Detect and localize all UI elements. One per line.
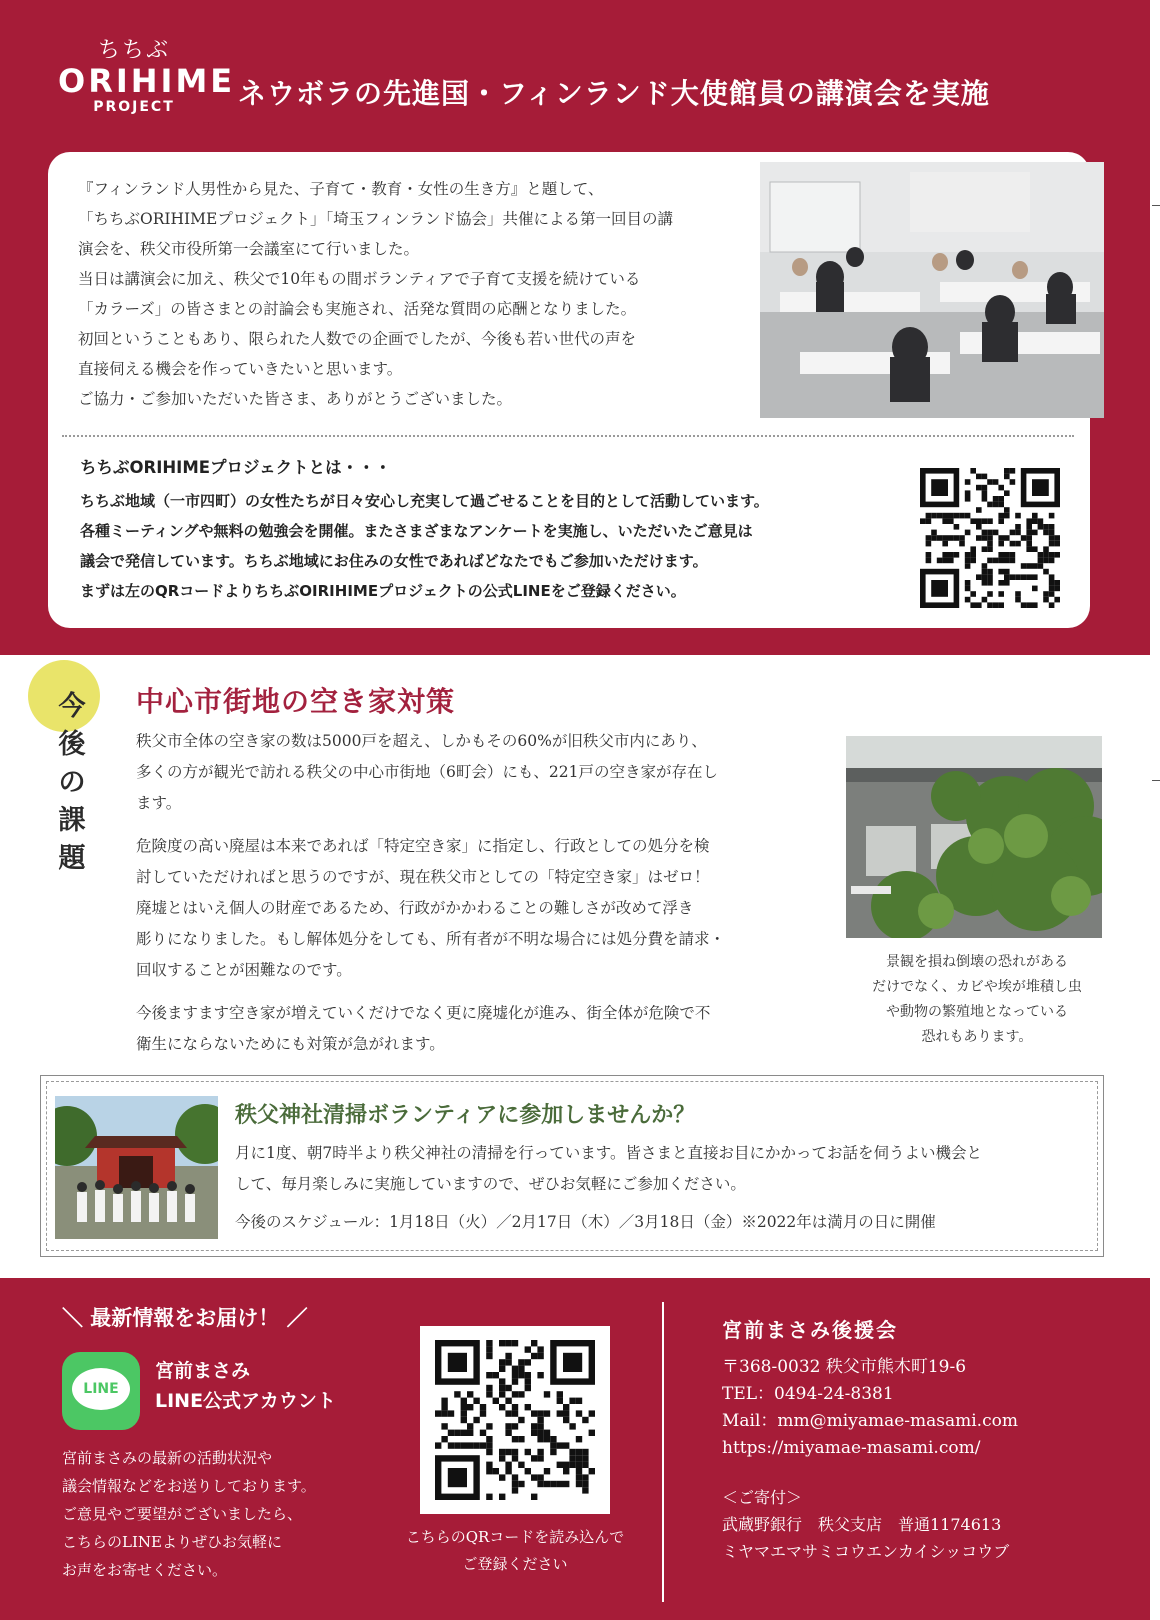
vacancy-line: 今後ますます空き家が増えていくだけでなく更に廃墟化が進み、街全体が危険で不 (136, 1004, 711, 1022)
orihime-logo (58, 38, 236, 128)
lecture-line: 演会を、秩父市役所第一会議室にて行いました。 (78, 240, 420, 258)
qr-code-icon[interactable] (435, 1340, 595, 1500)
vacancy-line: 秩父市全体の空き家の数は5000戸を超え、しかもその60%が旧秩父市内にあり、 (136, 732, 707, 750)
qr-caption-line: ご登録ください (462, 1555, 568, 1573)
line-desc-line: こちらのLINEよりぜひお気軽に (62, 1533, 282, 1551)
email-address[interactable]: Mail：mm@miyamae-masami.com (722, 1411, 1018, 1431)
issue-tag-char: の (58, 767, 86, 798)
lecture-line: 「ちちぶORIHIMEプロジェクト」「埼玉フィンランド協会」共催による第一回目の講 (78, 210, 674, 228)
line-desc-line: 宮前まさみの最新の活動状況や (62, 1449, 273, 1467)
issue-tag-char: 今 (58, 691, 86, 722)
caption-line: だけでなく、カビや埃が堆積し虫 (872, 979, 1082, 995)
caption-line: や動物の繁殖地となっている (886, 1004, 1068, 1020)
line-desc-line: ご意見やご要望がございましたら、 (62, 1505, 303, 1523)
about-line: 議会で発信しています。ちちぶ地域にお住みの女性であればどなたでもご参加いただけます。 (80, 552, 708, 570)
logo-small-text: ちちぶ (97, 38, 170, 63)
issue-tag (52, 688, 92, 878)
qr-caption (368, 1524, 662, 1578)
bank-account: 武蔵野銀行 秩父支店 普通1174613 (722, 1515, 1002, 1534)
vacancy-line: 危険度の高い廃屋は本来であれば「特定空き家」に指定し、行政としての処分を検 (136, 837, 710, 855)
about-line: ちちぶ地域（一市四町）の女性たちが日々安心し充実して過ごせることを目的として活動しています。 (80, 492, 769, 510)
issue-tag-char: 題 (58, 843, 86, 874)
lecture-line: 「カラーズ」の皆さまとの討論会も実施され、活発な質問の応酬となりました。 (78, 300, 637, 318)
lecture-line: 直接伺える機会を作っていきたいと思います。 (78, 360, 403, 378)
top-band (0, 0, 1150, 655)
vacancy-title: 中心市街地の空き家対策 (136, 685, 456, 718)
news-heading: ＼ 最新情報をお届け！ ／ (62, 1306, 308, 1330)
line-account-name (155, 1356, 336, 1416)
vacancy-line: 彫りになりました。もし解体処分をしても、所有者が不明な場合には処分費を請求・ (136, 930, 726, 948)
website-link[interactable]: https://miyamae-masami.com/ (722, 1438, 981, 1458)
lecture-card (48, 152, 1090, 628)
caption-line: 景観を損ね倒壊の恐れがある (886, 954, 1068, 970)
issue-tag-char: 課 (58, 805, 86, 836)
footer-band (0, 1278, 1150, 1620)
line-account-line: LINE公式アカウント (155, 1390, 336, 1412)
volunteer-schedule: 今後のスケジュール：1月18日（火）／2月17日（木）／3月18日（金）※2022年は満月の日に開催 (235, 1213, 936, 1231)
support-contact (722, 1354, 1018, 1462)
vacancy-line: 多くの方が観光で訪れる秩父の中心市街地（6町会）にも、221戸の空き家が存在し (136, 763, 718, 781)
vacancy-line: 衛生にならないためにも対策が急がれます。 (136, 1035, 445, 1053)
lecture-line: ご協力・ご参加いただいた皆さま、ありがとうございました。 (78, 390, 513, 408)
lecture-report (78, 174, 738, 414)
line-desc-line: 議会情報などをお送りしております。 (62, 1477, 316, 1495)
vacancy-line: 回収することが困難なのです。 (136, 961, 352, 979)
logo-sub-text: PROJECT (93, 99, 175, 115)
vacancy-paragraph (136, 726, 826, 819)
logo-main-text: ORIHIME (58, 62, 236, 100)
footer-divider (662, 1302, 664, 1602)
shrine-group-photo (55, 1096, 218, 1239)
volunteer-box (40, 1075, 1104, 1257)
house-caption (846, 950, 1108, 1050)
qr-caption-line: こちらのQRコードを読み込んで (405, 1528, 625, 1546)
vacancy-line: 討していただければと思うのですが、現在秩父市としての「特定空き家」はゼロ！ (136, 868, 710, 886)
edge-tick (1152, 780, 1160, 781)
dotted-divider (62, 435, 1074, 437)
support-group-title: 宮前まさみ後援会 (722, 1318, 898, 1342)
lecture-room-photo (760, 162, 1104, 418)
volunteer-line: 月に1度、朝7時半より秩父神社の清掃を行っています。皆さまと直接お目にかかってお話を伺うよい機会と (235, 1144, 982, 1162)
about-text (80, 486, 960, 606)
volunteer-title: 秩父神社清掃ボランティアに参加しませんか？ (235, 1102, 696, 1128)
vacancy-paragraph (136, 998, 826, 1060)
lecture-line: 『フィンランド人男性から見た、子育て・教育・女性の生き方』と題して、 (78, 180, 604, 198)
phone-number: TEL：0494-24-8381 (722, 1384, 894, 1404)
page-headline: ネウボラの先進国・フィンランド大使館員の講演会を実施 (238, 77, 990, 110)
lecture-line: 初回ということもあり、限られた人数での企画でしたが、今後も若い世代の声を (78, 330, 637, 348)
about-line: 各種ミーティングや無料の勉強会を開催。またさまざまなアンケートを実施し、いただいたご意見は (80, 522, 753, 540)
issue-tag-char: 後 (58, 729, 86, 760)
qr-code-icon[interactable] (920, 468, 1060, 608)
abandoned-house-photo (846, 736, 1102, 938)
volunteer-text (235, 1138, 1075, 1200)
vacancy-body (136, 726, 826, 1072)
line-icon-label: LINE (72, 1368, 130, 1410)
vacancy-paragraph (136, 831, 826, 986)
donation-info (722, 1484, 1009, 1565)
vacancy-line: 廃墟とはいえ個人の財産であるため、行政がかかわることの難しさが改めて浮き (136, 899, 694, 917)
vacancy-line: ます。 (136, 794, 182, 812)
line-description (62, 1444, 316, 1584)
line-app-icon[interactable] (62, 1352, 140, 1430)
donation-heading: ＜ご寄付＞ (722, 1488, 803, 1507)
edge-tick (1152, 205, 1160, 206)
lecture-line: 当日は講演会に加え、秩父で10年もの間ボランティアで子育て支援を続けている (78, 270, 641, 288)
line-account-line: 宮前まさみ (155, 1360, 251, 1382)
line-qr-box (420, 1326, 610, 1514)
about-line: まずは左のQRコードよりちちぶOIRIHIMEプロジェクトの公式LINEをご登録ください。 (80, 582, 686, 600)
line-desc-line: お声をお寄せください。 (62, 1561, 228, 1579)
account-holder: ミヤマエマサミコウエンカイシッコウブ (722, 1542, 1010, 1561)
about-title: ちちぶORIHIMEプロジェクトとは・・・ (80, 458, 392, 477)
volunteer-line: して、毎月楽しみに実施していますので、ぜひお気軽にご参加ください。 (235, 1175, 746, 1193)
postal-address: 〒368-0032 秩父市熊木町19-6 (722, 1357, 967, 1377)
caption-line: 恐れもあります。 (921, 1029, 1033, 1045)
